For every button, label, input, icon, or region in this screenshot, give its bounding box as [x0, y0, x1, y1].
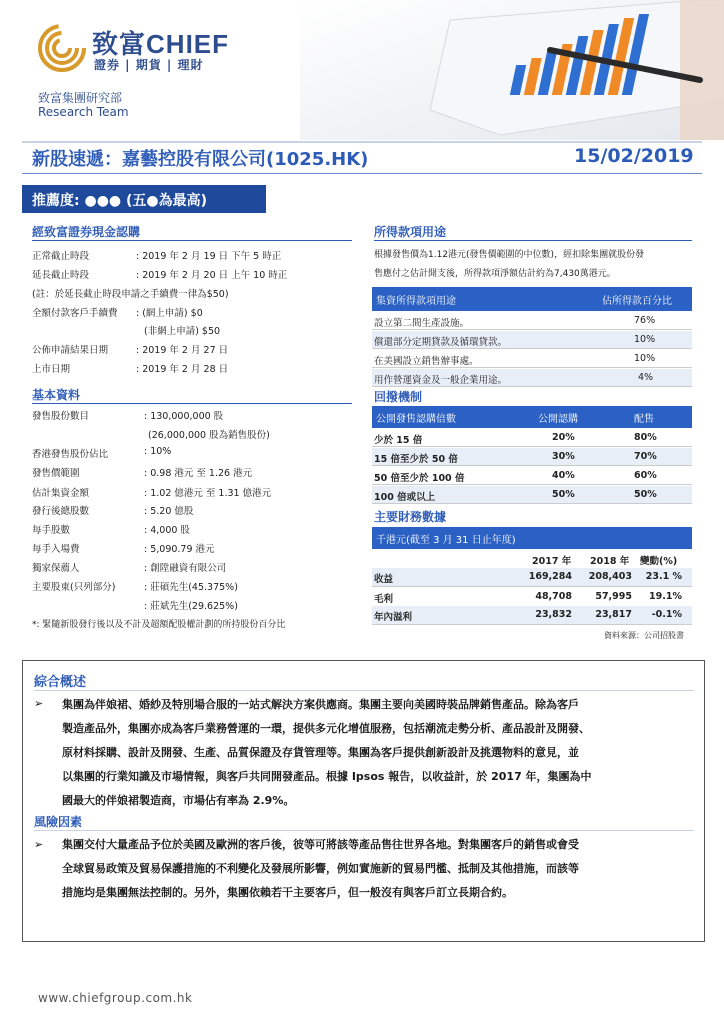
sub-value: : 2019 年 2 月 19 日 下午 5 時正	[136, 251, 282, 262]
sub-value: : 2019 年 2 月 27 日	[136, 345, 229, 356]
sub-value: : (網上申請) $0	[136, 308, 203, 319]
financials-cell: 169,284	[528, 571, 572, 582]
proceeds-intro: 售應付之估計開支後，所得款項淨額估計約為7,430萬港元。	[374, 269, 616, 279]
basic-label: 獨家保薦人	[32, 563, 80, 574]
clawback-col: 公開認購	[538, 414, 578, 425]
proceeds-underline	[374, 240, 692, 241]
proceeds-pct: 10%	[634, 353, 656, 364]
proceeds-intro: 根據發售價為1.12港元(發售價範圍的中位數)，經扣除集團就股份發	[374, 250, 645, 260]
financials-item: 年內溢利	[374, 612, 413, 623]
table-row	[372, 568, 692, 587]
sub-label: 全額付款客戶手續費	[32, 308, 118, 319]
overview-line: 原材料採購、設計及開發、生產、品質保證及存貨管理等。集團為客戶提供創新設計及挑選物料的意見，並	[62, 746, 579, 759]
financials-col-header	[372, 550, 692, 568]
overview-underline	[34, 690, 694, 691]
table-row	[372, 369, 692, 387]
logo	[38, 20, 278, 80]
risk-text	[62, 833, 702, 905]
table-row	[372, 467, 692, 485]
basic-underline	[32, 403, 352, 404]
sub-value: : 2019 年 2 月 28 日	[136, 364, 229, 375]
dept-cn: 致富集團研究部	[38, 91, 123, 105]
subscription-heading: 經致富證券現金認購	[32, 225, 141, 239]
risk-underline	[34, 830, 694, 831]
report-title: 新股速遞：嘉藝控股有限公司(1025.HK)	[32, 149, 369, 170]
clawback-cell: 80%	[634, 432, 657, 443]
risk-line: 措施均是集團無法控制的。另外，集團依賴若干主要客戶，但一般沒有與客戶訂立長期合約。	[62, 886, 513, 899]
financials-col: 2017 年	[532, 556, 572, 567]
financials-cell: 23,832	[535, 609, 572, 620]
table-row	[372, 350, 692, 368]
basic-note: *: 緊隨新股發行後以及不計及超額配股權計劃的所持股份百分比	[32, 620, 286, 630]
clawback-cell: 50%	[634, 489, 657, 500]
proceeds-use: 設立第二間生產設施。	[374, 318, 470, 329]
sub-label: 延長截止時段	[32, 270, 90, 281]
clawback-col: 公開發售認購倍數	[376, 414, 456, 425]
financials-cell: -0.1%	[651, 609, 682, 620]
basic-label: 發售價範圍	[32, 468, 80, 479]
clawback-col: 配售	[634, 414, 654, 425]
basic-label: 香港發售股份佔比	[32, 449, 109, 460]
risk-heading: 風險因素	[34, 815, 83, 829]
basic-label: 估計集資金額	[32, 488, 90, 499]
basic-value: (26,000,000 股為銷售股份)	[148, 430, 270, 441]
basic-value: : 10%	[144, 446, 172, 457]
brand-name: 致富CHIEF	[92, 29, 230, 60]
financials-heading: 主要財務數據	[374, 510, 447, 524]
basic-label: 每手入場費	[32, 544, 80, 555]
financials-col: 2018 年	[590, 556, 630, 567]
table-row	[372, 606, 692, 625]
clawback-heading: 回撥機制	[374, 390, 423, 404]
clawback-cell: 50%	[552, 489, 575, 500]
financials-unit-header	[372, 527, 692, 549]
overview-line: 製造產品外，集團亦成為客戶業務營運的一環，提供多元化增值服務，包括潮流走勢分析、產品設計及開發、	[62, 722, 590, 735]
table-row	[372, 312, 692, 330]
overview-line: 國最大的伴娘裙製造商，市場佔有率為 2.9%。	[62, 794, 295, 807]
table-row	[372, 331, 692, 349]
basic-heading: 基本資料	[32, 388, 81, 402]
clawback-cell: 50 倍至少於 100 倍	[374, 473, 465, 484]
sub-label: 公佈申請結果日期	[32, 345, 109, 356]
dept-en: Research Team	[38, 105, 129, 119]
proceeds-pct: 10%	[634, 334, 656, 345]
clawback-cell: 100 倍或以上	[374, 492, 436, 503]
clawback-table-header	[372, 406, 692, 428]
proceeds-heading: 所得款項用途	[374, 225, 447, 239]
footer-url[interactable]: www.chiefgroup.com.hk	[38, 991, 193, 1005]
table-row	[372, 486, 692, 504]
proceeds-table-header	[372, 287, 692, 311]
clawback-cell: 15 倍至少於 50 倍	[374, 454, 458, 465]
header-divider	[22, 141, 702, 143]
basic-value: : 創陞融資有限公司	[144, 563, 227, 574]
financials-cell: 48,708	[535, 591, 572, 602]
basic-value: : 0.98 港元 至 1.26 港元	[144, 468, 253, 479]
basic-label: 每手股數	[32, 525, 71, 536]
financials-unit: 千港元(截至 3 月 31 日止年度)	[376, 535, 516, 546]
overview-text	[62, 693, 702, 813]
proceeds-use: 用作營運資金及一般企業用途。	[374, 375, 508, 386]
clawback-cell: 70%	[634, 451, 657, 462]
sub-note: (註：於延長截止時段申請之手續費一律為$50)	[32, 289, 229, 300]
basic-value: : 1.02 億港元 至 1.31 億港元	[144, 488, 272, 499]
basic-value: : 130,000,000 股	[144, 411, 224, 422]
subscription-underline	[32, 240, 352, 241]
report-date: 15/02/2019	[574, 145, 694, 167]
proceeds-use: 償還部分定期貸款及循環貸款。	[374, 337, 508, 348]
risk-line: 全球貿易政策及貿易保護措施的不利變化及發展所影響，例如實施新的貿易門檻、抵制及其他措施，而該等	[62, 862, 579, 875]
clawback-cell: 60%	[634, 470, 657, 481]
financials-cell: 57,995	[595, 591, 632, 602]
basic-value: : 5,090.79 港元	[144, 544, 215, 555]
sub-label: 正常截止時段	[32, 251, 90, 262]
brand-tagline: 證券 | 期貨 | 理財	[94, 58, 204, 72]
basic-value: : 莊斌先生(29.625%)	[144, 601, 238, 612]
proceeds-col-use: 集資所得款項用途	[376, 296, 456, 307]
basic-value: : 5.20 億股	[144, 506, 194, 517]
basic-label: 主要股東(只列部分)	[32, 582, 116, 593]
basic-label: 發行後總股數	[32, 506, 90, 517]
financials-item: 毛利	[374, 594, 394, 605]
basic-value: : 莊碩先生(45.375%)	[144, 582, 238, 593]
financials-source: 資料來源：公司招股書	[604, 631, 684, 640]
proceeds-pct: 4%	[638, 372, 654, 383]
table-row	[372, 429, 692, 447]
overview-line: 以集團的行業知識及市場情報，與客戶共同開發產品。根據 Ipsos 報告，以收益計，於 2017 年，集團為中	[62, 770, 592, 783]
title-divider	[22, 173, 702, 174]
bullet-icon: ➢	[34, 838, 44, 851]
financials-cell: 23.1 %	[645, 571, 682, 582]
sub-value: (非網上申請) $50	[144, 326, 221, 337]
sub-value: : 2019 年 2 月 20 日 上午 10 時正	[136, 270, 288, 281]
clawback-cell: 40%	[552, 470, 575, 481]
proceeds-col-pct: 佔所得款百分比	[602, 296, 672, 307]
bullet-icon: ➢	[34, 697, 44, 710]
chief-logo-icon	[38, 24, 88, 72]
proceeds-use: 在美國設立銷售辦事處。	[374, 356, 479, 367]
clawback-cell: 30%	[552, 451, 575, 462]
clawback-cell: 少於 15 倍	[374, 435, 423, 446]
recommendation-banner: 推薦度: ●●● (五●為最高)	[22, 185, 266, 213]
table-row	[372, 588, 692, 607]
proceeds-pct: 76%	[634, 315, 656, 326]
overview-line: 集團為伴娘裙、婚紗及特別場合服的一站式解決方案供應商。集團主要向美國時裝品牌銷售產品。除為客戶	[62, 698, 579, 711]
financials-cell: 208,403	[588, 571, 632, 582]
financials-col: 變動(%)	[640, 556, 678, 567]
overview-heading: 綜合概述	[34, 675, 87, 690]
financials-item: 收益	[374, 574, 394, 585]
basic-label: 發售股份數目	[32, 411, 90, 422]
basic-value: : 4,000 股	[144, 525, 190, 536]
financials-cell: 19.1%	[649, 591, 682, 602]
table-row	[372, 448, 692, 466]
clawback-cell: 20%	[552, 432, 575, 443]
risk-line: 集團交付大量產品予位於美國及歐洲的客戶後，彼等可將該等產品售往世界各地。對集團客戶的銷售或會受	[62, 838, 579, 851]
header-chart-photo	[300, 0, 724, 140]
financials-cell: 23,817	[595, 609, 632, 620]
sub-label: 上市日期	[32, 364, 71, 375]
